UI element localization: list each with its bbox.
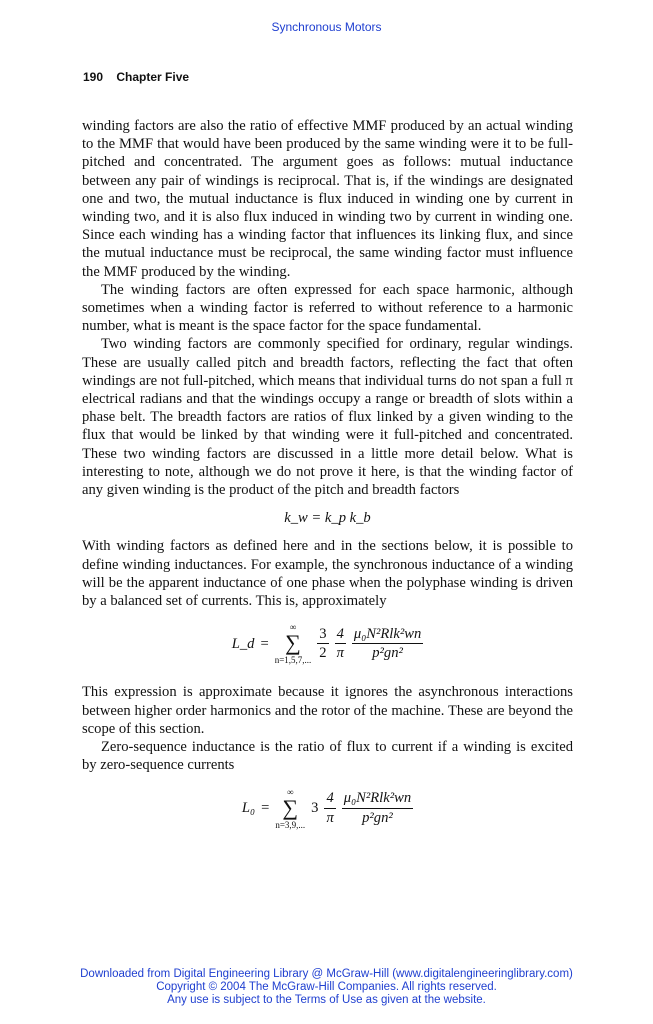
ld-sigma: ∑ [285, 630, 301, 656]
l0-sum-upper: ∞ [287, 786, 294, 797]
header-title-link[interactable]: Synchronous Motors [271, 20, 382, 34]
ld-coef-num: 3 [317, 625, 328, 644]
footer-download-link[interactable]: Downloaded from Digital Engineering Library @ McGraw-Hill (www.digitalengineeringlibrary.com) [80, 968, 573, 980]
chapter-title: Chapter Five [116, 70, 190, 84]
ld-sum-lower: n=1,5,7,... [274, 655, 312, 666]
l0-sum-lower: n=3,9,... [275, 819, 306, 830]
ld-den: p²gn² [372, 645, 403, 662]
ld-coef2-num: 4 [335, 625, 346, 644]
ld-coef2-den: π [336, 645, 344, 662]
running-head [83, 70, 189, 84]
page-body [82, 117, 573, 830]
ld-sum-upper: ∞ [289, 622, 297, 633]
paragraph-4: With winding factors as defined here and in the sections below, it is possible to define winding inductances. For example, the synchronous inductance of a winding will be the apparent inductance of one phase when the polyphase winding is driven by a balanced set of currents. This is, approximately [82, 538, 573, 610]
footer-copyright[interactable]: Copyright © 2004 The McGraw-Hill Companies. All rights reserved. [156, 981, 497, 993]
equation-kw: k_w = k_p k_b [284, 510, 371, 527]
ld-lhs: L_d [231, 635, 255, 652]
paragraph-5: This expression is approximate because it ignores the asynchronous interactions between higher order harmonics and the rotor of the machine. These are beyond the scope of this section. [82, 684, 573, 737]
paragraph-6: Zero-sequence inductance is the ratio of flux to current if a winding is excited by zero-sequence currents [82, 739, 573, 774]
page-number: 190 [83, 70, 104, 84]
footer [0, 968, 653, 1007]
paragraph-2: The winding factors are often expressed for each space harmonic, although sometimes when a winding factor is referred to without reference to a harmonic number, what is meant is the space factor for the space fundamental. [82, 281, 573, 335]
equation-ld: L_d = ∞ ∑ n=1,5,7,... $\frac{3}{2}$ $\frac{4}{\pi}$ $\frac{\text{μ₀N²Rlk²wn}}{\text{p²gn²}}$ [231, 622, 422, 666]
l0-coef2-den: π [326, 809, 334, 826]
paragraph-1: winding factors are also the ratio of effective MMF produced by an actual winding to the MMF that would have been produced by the same winding were it to be full-pitched and concentrated. The argument goes as follows: mutual inductance between any pair of windings is reciprocal. That is, if the windings are designated one and two, the mutual inductance is flux induced in winding one by current in winding two, and it is also flux induced in winding two by current in winding one. Since each winding has a winding factor that influences its linking flux, and since the mutual inductance must be reciprocal, the same winding factor must influence the MMF produced by the winding. [82, 118, 573, 280]
l0-sigma: ∑ [282, 794, 299, 820]
ld-num: μ₀N²Rlk²wn [352, 625, 423, 644]
paragraph-3: Two winding factors are commonly specified for ordinary, regular windings. These are usually called pitch and breadth factors, reflecting the fact that often windings are not full-pitched, which means that individual turns do not span a full π electrical radians and that the windings occupy a range or breadth of slots within a phase belt. The breadth factors are ratios of flux linked by a given winding to the flux that would be linked by that winding were it full-pitched and concentrated. These two winding factors are discussed in a little more detail below. What is interesting to note, although we do not prove it here, is that the winding factor of any given winding is the product of the pitch and breadth factors [82, 336, 573, 499]
l0-num: μ₀N²Rlk²wn [342, 789, 413, 808]
footer-terms[interactable]: Any use is subject to the Terms of Use as given at the website. [167, 994, 486, 1006]
ld-coef-den: 2 [319, 645, 327, 662]
equation-l0: L₀ = ∞ ∑ n=3,9,... 3 $\frac{4}{\pi}$ $\frac{\text{μ₀N²Rlk²wn}}{\text{p²gn²}}$ [241, 786, 412, 830]
l0-den: p²gn² [362, 809, 393, 826]
l0-coef2-num: 4 [324, 789, 335, 808]
l0-lhs: L₀ [241, 800, 256, 816]
l0-coef: 3 [311, 800, 319, 816]
